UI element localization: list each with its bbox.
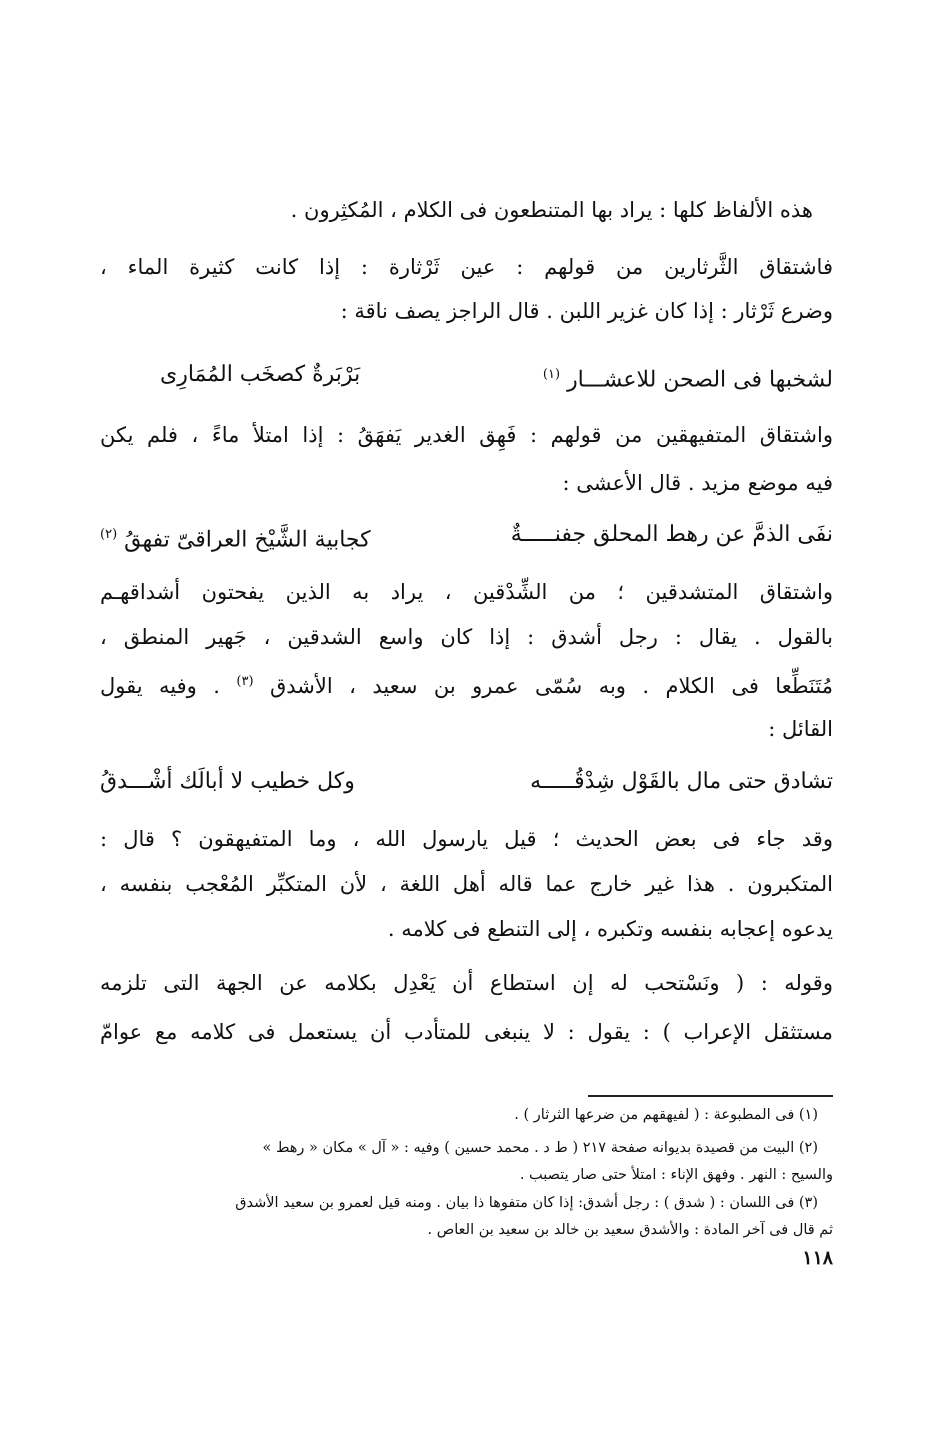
- footnote-continuation: والسيح : النهر . وفهق الإناء : امتلأ حتى صار يتصبب .: [519, 1167, 833, 1183]
- verse-first-hemistich: نفَى الذمَّ عن رهط المحلق جفنـــــةٌ: [510, 522, 833, 547]
- verse-first-hemistich: تشادق حتى مال بالقَوْل شِدْقُـــــه: [530, 769, 833, 794]
- text-line: واشتقاق المتشدقين ؛ من الشِّدْقين ، يراد به الذين يفحتون أشداقهـم: [100, 580, 833, 604]
- text-line: بالقول . يقال : رجل أشدق : إذا كان واسع الشدقين ، جَهير المنطق ،: [100, 625, 833, 649]
- text-line: القائل :: [768, 717, 833, 741]
- text-line: وضرع ثَرْثار : إذا كان غزير اللبن . قال الراجز يصف ناقة :: [340, 299, 833, 323]
- verse-line: [100, 355, 833, 395]
- footnote: (٢) البيت من قصيدة بديوانه صفحة ٢١٧ ( ط د . محمد حسين ) وفيه : « آل » مكان « رهط »: [262, 1140, 818, 1156]
- text-line: مُتَنَطِّعا فى الكلام . وبه سُمّى عمرو بن سعيد ، الأشدق $^{(٣)}$ . وفيه يقول: [100, 674, 833, 698]
- text-line: فاشتقاق الثَّرثارين من قولهم : عين ثَرْثارة : إذا كانت كثيرة الماء ،: [100, 255, 833, 279]
- text-line: فيه موضع مزيد . قال الأعشى :: [562, 471, 833, 495]
- text-line: يدعوه إعجابه بنفسه وتكبره ، إلى التنطع فى كلامه .: [387, 917, 833, 941]
- verse-first-hemistich: لشخبها فى الصحن للاعشـــار $^{(١)}$: [542, 367, 833, 393]
- footnote-continuation: ثم قال فى آخر المادة : والأشدق سعيد بن خالد بن سعيد بن العاص .: [427, 1222, 833, 1238]
- verse-line: [100, 762, 833, 802]
- footnote: (٣) فى اللسان : ( شدق ) : رجل أشدق: إذا كان متفوها ذا بيان . ومنه قيل لعمرو بن سعيد الأشدق: [235, 1195, 818, 1211]
- text-line: وقوله : ( ونَسْتحب له إن استطاع أن يَعْدِل بكلامه عن الجهة التى تلزمه: [100, 971, 833, 995]
- text-line: وقد جاء فى بعض الحديث ؛ قيل يارسول الله ، وما المتفيهقون ؟ قال :: [100, 827, 833, 851]
- text-line: واشتقاق المتفيهقين من قولهم : فَهِق الغدير يَفهَقُ : إذا امتلأ ماءً ، فلم يكن: [100, 423, 833, 447]
- footnote-marker: (٣): [236, 674, 254, 689]
- text-line: هذه الألفاظ كلها : يراد بها المتنطعون فى الكلام ، المُكثِرون .: [290, 198, 813, 222]
- text-line: المتكبرون . هذا غير خارج عما قاله أهل اللغة ، لأن المتكبِّر المُعْجب بنفسه ،: [100, 872, 833, 896]
- footnote: (١) فى المطبوعة : ( لفيهقهم من ضرعها الثرثار ) .: [514, 1107, 818, 1123]
- footnote-divider: [588, 1095, 833, 1097]
- page-number: ١١٨: [802, 1247, 833, 1269]
- verse-second-hemistich: كجابية الشَّيْخ العراقىّ تفهقُ $^{(٢)}$: [100, 527, 371, 553]
- footnote-marker: (١): [542, 367, 561, 382]
- verse-line: [100, 515, 833, 555]
- verse-second-hemistich: وكل خطيب لا أبالَك أشْـــدقُ: [100, 769, 355, 794]
- footnote-marker: (٢): [100, 527, 118, 542]
- text-line: مستثقل الإعراب ) : يقول : لا ينبغى للمتأدب أن يستعمل فى كلامه مع عوامّ: [100, 1020, 833, 1044]
- verse-second-hemistich: بَرْبَرةٌ كصخَب المُمَارِى: [160, 362, 361, 387]
